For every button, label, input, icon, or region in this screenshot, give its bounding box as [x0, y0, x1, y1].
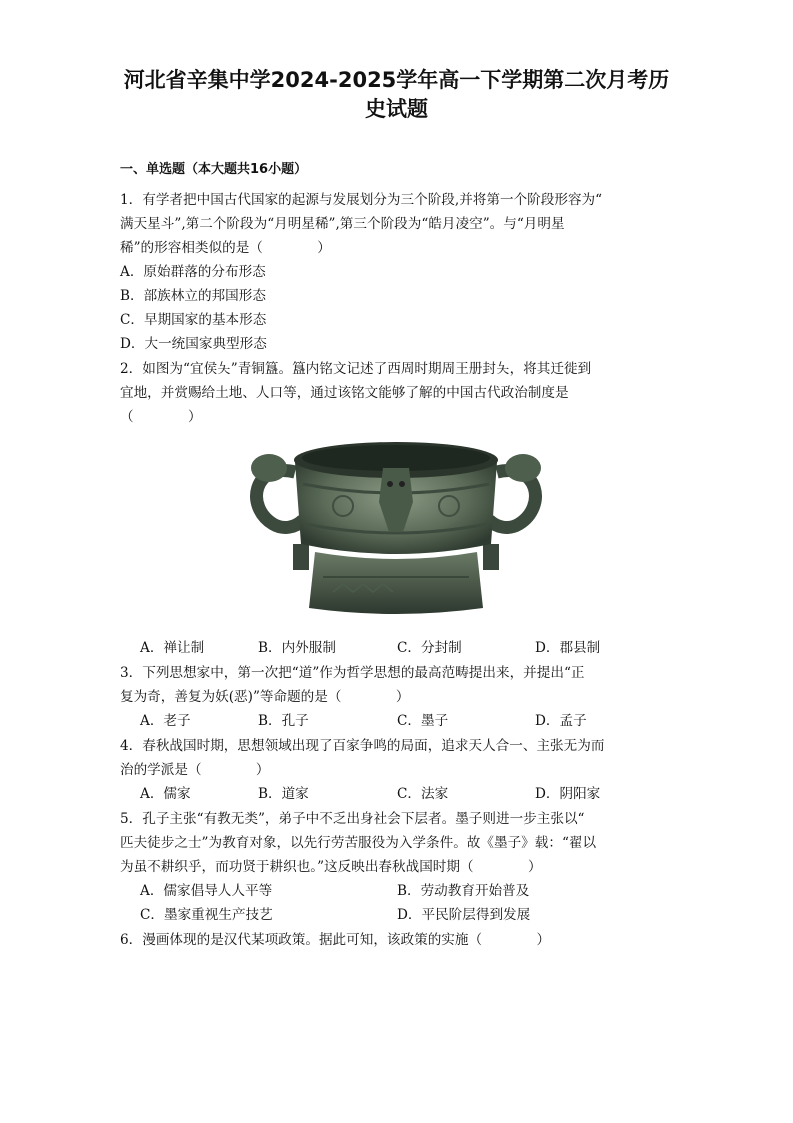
- q3-option-a[interactable]: A．老子: [140, 713, 191, 729]
- q4-line-2: 治的学派是（ ）: [120, 762, 270, 778]
- q2-line-2: 宜地，并赏赐给土地、人口等，通过该铭文能够了解的中国古代政治制度是: [120, 385, 569, 401]
- q5-option-b[interactable]: B．劳动教育开始普及: [397, 883, 530, 899]
- q1-option-d[interactable]: D．大一统国家典型形态: [120, 336, 267, 352]
- q2-option-c[interactable]: C．分封制: [397, 640, 462, 656]
- q5-options-row-2: [0, 903, 793, 927]
- q2-line-3: （ ）: [120, 409, 202, 425]
- q5-option-c[interactable]: C．墨家重视生产技艺: [140, 907, 273, 923]
- q4-option-a[interactable]: A．儒家: [140, 786, 191, 802]
- title-line-2: 史试题: [365, 97, 428, 121]
- q2-line-1: 2．如图为“宜侯夨”青铜簋。簋内铭文记述了西周时期周王册封夨，将其迁徙到: [120, 361, 592, 377]
- q1-option-c[interactable]: C．早期国家的基本形态: [120, 312, 267, 328]
- q3-option-d[interactable]: D．孟子: [535, 713, 587, 729]
- q5-line-1: 5．孔子主张“有教无类”，弟子中不乏出身社会下层者。墨子则进一步主张以“: [120, 811, 585, 827]
- q2-options-row: [0, 636, 793, 660]
- q4-option-d[interactable]: D．阴阳家: [535, 786, 601, 802]
- q1-line-1: 1．有学者把中国古代国家的起源与发展划分为三个阶段,并将第一个阶段形容为“: [120, 192, 603, 208]
- exam-title: [100, 66, 693, 124]
- q2-option-d[interactable]: D．郡县制: [535, 640, 601, 656]
- q5-option-d[interactable]: D．平民阶层得到发展: [397, 907, 531, 923]
- q5-option-a[interactable]: A．儒家倡导人人平等: [140, 883, 273, 899]
- q3-option-c[interactable]: C．墨子: [397, 713, 449, 729]
- q1-line-3: 稀”的形容相类似的是（ ）: [120, 240, 331, 256]
- q3-line-1: 3．下列思想家中，第一次把“道”作为哲学思想的最高范畴提出来，并提出“正: [120, 665, 585, 681]
- q4-options-row: [0, 782, 793, 806]
- q4-option-b[interactable]: B．道家: [258, 786, 309, 802]
- title-line-1: 河北省辛集中学2024-2025学年高一下学期第二次月考历: [123, 68, 670, 92]
- q1-option-b[interactable]: B．部族林立的邦国形态: [120, 288, 266, 304]
- q5-line-2: 匹夫徒步之士”为教育对象，以先行劳苦服役为入学条件。故《墨子》载：“翟以: [120, 835, 597, 851]
- q3-line-2: 复为奇，善复为妖(恶)”等命题的是（ ）: [120, 689, 410, 705]
- q3-options-row: [0, 709, 793, 733]
- q2-option-b[interactable]: B．内外服制: [258, 640, 336, 656]
- q3-option-b[interactable]: B．孔子: [258, 713, 309, 729]
- q5-line-3: 为虽不耕织乎，而功贤于耕织也。”这反映出春秋战国时期（ ）: [120, 859, 542, 875]
- q1-line-2: 满天星斗”,第二个阶段为“月明星稀”,第三个阶段为“皓月凌空”。与“月明星: [120, 216, 565, 232]
- bronze-gui-vessel-image: [243, 432, 549, 628]
- q4-option-c[interactable]: C．法家: [397, 786, 449, 802]
- q4-line-1: 4．春秋战国时期，思想领域出现了百家争鸣的局面，追求天人合一、主张无为而: [120, 738, 605, 754]
- q2-option-a[interactable]: A．禅让制: [140, 640, 205, 656]
- q1-option-a[interactable]: A．原始群落的分布形态: [120, 264, 266, 280]
- q6-line-1: 6．漫画体现的是汉代某项政策。据此可知，该政策的实施（ ）: [120, 932, 551, 948]
- q5-options-row-1: [0, 879, 793, 903]
- section-heading: 一、单选题（本大题共16小题）: [120, 162, 308, 177]
